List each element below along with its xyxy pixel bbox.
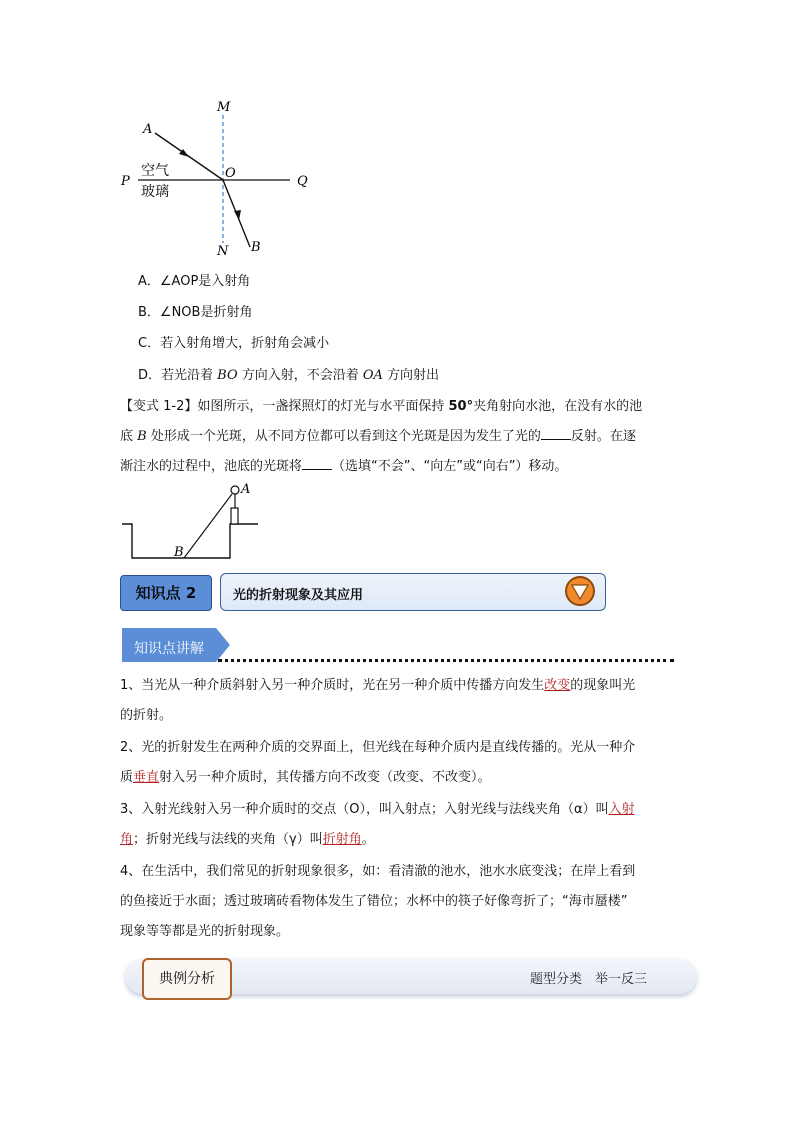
label-air: 空气: [141, 163, 169, 179]
point-answer: 角: [120, 832, 134, 847]
label-n: N: [217, 244, 229, 259]
point-text: 的折射。: [120, 708, 173, 723]
refraction-diagram: [115, 95, 325, 265]
variant-tag: 【变式 1-2】: [120, 399, 198, 414]
point-answer: 改变: [544, 678, 571, 693]
point-text: 3、入射光线射入另一种介质时的交点（O），叫入射点；入射光线与法线夹角（α）叫: [120, 802, 609, 817]
lamp-post: [231, 508, 238, 524]
option-text: 是折射角: [200, 305, 253, 320]
light-beam: [184, 494, 232, 558]
point-text: 射入另一种介质时，其传播方向不改变（改变、不改变）。: [159, 770, 491, 785]
point-text: 4、在生活中，我们常见的折射现象很多，如：看清澈的池水，池水水底变浅；在岸上看到: [120, 864, 636, 879]
option-d[interactable]: [138, 364, 439, 383]
option-text: 方向射出: [382, 368, 440, 383]
variant-text: 反射。在逐: [570, 429, 636, 444]
option-text: 若光沿着: [161, 368, 218, 383]
point-3: [120, 795, 680, 855]
answer-blank-2[interactable]: [302, 457, 332, 470]
answer-blank-1[interactable]: [541, 427, 571, 440]
point-text: 1、当光从一种介质斜射入另一种介质时，光在另一种介质中传播方向发生: [120, 678, 545, 693]
label-b: B: [174, 545, 184, 560]
explanation-tag-label: 知识点讲解: [134, 641, 204, 657]
option-var-bo: BO: [217, 368, 238, 383]
point-text: 2、光的折射发生在两种介质的交界面上，但光线在每种介质内是直线传播的。光从一种介: [120, 740, 636, 755]
option-a[interactable]: [138, 270, 250, 289]
option-angle: ∠NOB: [159, 305, 201, 320]
dotted-divider: [218, 659, 674, 662]
variant-degree: 50°: [448, 399, 474, 414]
point-text: 的鱼接近于水面；透过玻璃砖看物体发生了错位；水杯中的筷子好像弯折了；“海市蜃楼”: [120, 894, 628, 909]
option-letter: B．: [138, 305, 160, 320]
variant-text: 夹角射向水池，在没有水的池: [473, 399, 643, 414]
label-p: P: [121, 174, 130, 189]
label-o: O: [225, 166, 236, 181]
option-b[interactable]: [138, 301, 252, 320]
option-letter: D．: [138, 368, 162, 383]
option-text: 若入射角增大，折射角会减小: [160, 336, 330, 351]
variant-var-b: B: [137, 429, 147, 444]
option-angle: ∠AOP: [159, 274, 199, 289]
variant-text: 处形成一个光斑，从不同方位都可以看到这个光斑是因为发生了光的: [146, 429, 541, 444]
point-text: 的现象叫光: [570, 678, 636, 693]
typical-example-badge: 典例分析: [142, 958, 232, 1000]
variant-question: [120, 392, 690, 482]
point-text: 质: [120, 770, 134, 785]
variant-text: 如图所示，一盏探照灯的灯光与水平面保持: [197, 399, 449, 414]
point-text: 现象等等都是光的折射现象。: [120, 924, 290, 939]
label-a: A: [241, 482, 251, 497]
label-b: B: [251, 240, 261, 255]
point-answer: 折射角: [322, 832, 362, 847]
variant-text: 渐注水的过程中，池底的光斑将: [120, 459, 303, 474]
refracted-arrow-icon: [234, 210, 241, 220]
option-text: 是入射角: [198, 274, 251, 289]
searchlight-pool-diagram: [118, 478, 268, 562]
knowledge-point-title: 光的折射现象及其应用: [233, 588, 364, 603]
typical-example-subtitle: 题型分类 举一反三: [530, 972, 648, 987]
knowledge-point-badge: 知识点 2: [120, 575, 212, 611]
option-text: 方向入射，不会沿着: [237, 368, 363, 383]
label-m: M: [217, 100, 231, 115]
option-var-oa: OA: [362, 368, 383, 383]
point-1: [120, 671, 680, 731]
option-letter: C．: [138, 336, 161, 351]
point-4: [120, 857, 680, 947]
searchlight-icon: [231, 486, 239, 494]
collapse-triangle-icon[interactable]: [565, 576, 595, 606]
label-a: A: [143, 122, 153, 137]
point-answer: 垂直: [133, 770, 160, 785]
knowledge-point-bar[interactable]: [220, 573, 606, 611]
label-glass: 玻璃: [141, 184, 169, 200]
variant-text: （选填“不会”、“向左”或“向右”）移动。: [332, 459, 568, 474]
variant-text: 底: [120, 429, 138, 444]
label-q: Q: [297, 174, 308, 189]
point-text: ；折射光线与法线的夹角（γ）叫: [133, 832, 323, 847]
option-letter: A．: [138, 274, 160, 289]
point-text: 。: [361, 832, 375, 847]
point-2: [120, 733, 680, 793]
option-c[interactable]: [138, 332, 329, 351]
point-answer: 入射: [608, 802, 635, 817]
pool-outline: [122, 524, 258, 558]
